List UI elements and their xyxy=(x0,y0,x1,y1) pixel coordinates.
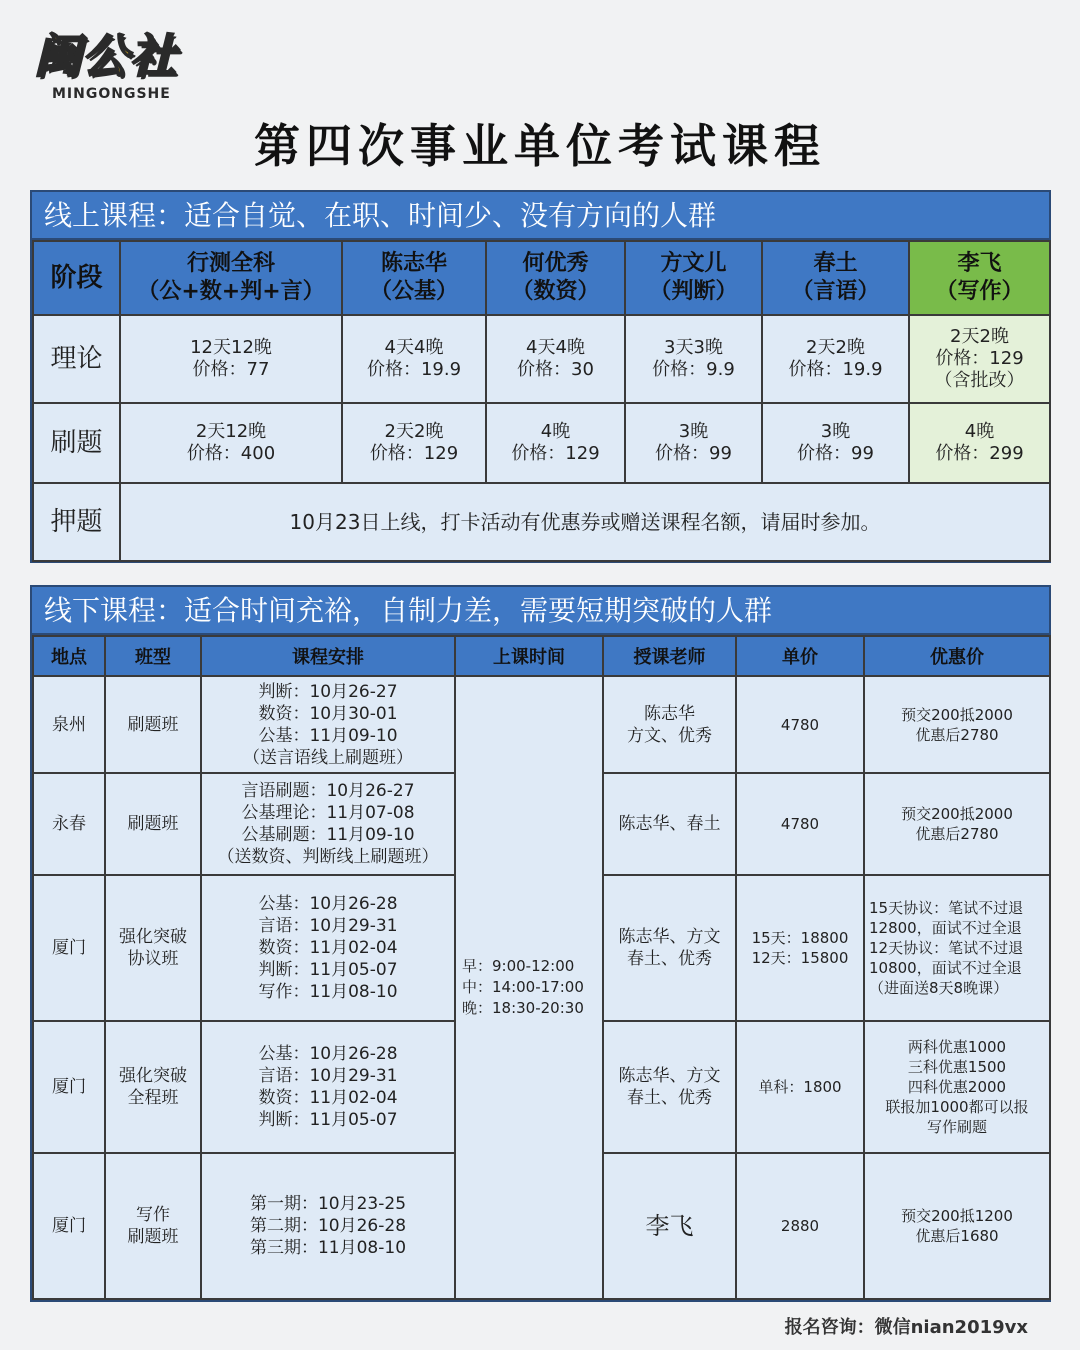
class-time-cell: 早：9:00-12:00 中：14:00-17:00 晚：18:30-20:30 xyxy=(455,676,603,1299)
place-cell: 厦门 xyxy=(33,1021,105,1153)
offline-section-heading: 线下课程：适合时间充裕，自制力差，需要短期突破的人群 xyxy=(32,587,1049,635)
table-cell: 2天12晚 价格：400 xyxy=(120,403,342,483)
teacher-cell: 陈志华、方文 春土、优秀 xyxy=(603,1021,736,1153)
price-cell: 15天：18800 12天：15800 xyxy=(736,875,864,1021)
table-row xyxy=(33,483,1050,561)
teacher-cell: 李飞 xyxy=(603,1153,736,1299)
table-cell: 4天4晚 价格：19.9 xyxy=(342,315,486,403)
column-header: 行测全科 （公+数+判+言） xyxy=(120,241,342,315)
table-cell: 2天2晚 价格：129 xyxy=(342,403,486,483)
table-cell: 2天2晚 价格：129 （含批改） xyxy=(909,315,1050,403)
table-row xyxy=(33,676,1050,773)
column-header: 方文儿 （判断） xyxy=(625,241,762,315)
schedule-cell: 判断：10月26-27 数资：10月30-01 公基：11月09-10 （送言语线上刷题班） xyxy=(201,676,455,773)
online-section-heading: 线上课程：适合自觉、在职、时间少、没有方向的人群 xyxy=(32,192,1049,240)
page-title: 第四次事业单位考试课程 xyxy=(254,119,826,173)
table-row xyxy=(33,315,1050,403)
offline-header-row xyxy=(33,636,1050,676)
class-type-cell: 强化突破 全程班 xyxy=(105,1021,201,1153)
table-cell: 4晚 价格：129 xyxy=(486,403,625,483)
discount-cell: 15天协议：笔试不过退 12800，面试不过全退 12天协议：笔试不过退 10800，面试不过全退 （进面送8天8晚课） xyxy=(864,875,1050,1021)
table-cell: 12天12晚 价格：77 xyxy=(120,315,342,403)
table-row xyxy=(33,403,1050,483)
offline-courses-table xyxy=(32,635,1051,1300)
table-cell: 4晚 价格：299 xyxy=(909,403,1050,483)
place-cell: 厦门 xyxy=(33,1153,105,1299)
schedule-cell: 言语刷题：10月26-27 公基理论：11月07-08 公基刷题：11月09-10 （送数资、判断线上刷题班） xyxy=(201,773,455,875)
discount-cell: 预交200抵1200 优惠后1680 xyxy=(864,1153,1050,1299)
stage-header: 阶段 xyxy=(33,241,120,315)
class-type-cell: 刷题班 xyxy=(105,773,201,875)
class-type-cell: 强化突破 协议班 xyxy=(105,875,201,1021)
table-cell: 4天4晚 价格：30 xyxy=(486,315,625,403)
teacher-cell: 陈志华、春土 xyxy=(603,773,736,875)
logo-text: 闽公社 xyxy=(34,29,178,83)
schedule-cell: 公基：10月26-28 言语：10月29-31 数资：11月02-04 判断：11月05-07 写作：11月08-10 xyxy=(201,875,455,1021)
table-cell: 3晚 价格：99 xyxy=(625,403,762,483)
column-header: 授课老师 xyxy=(603,636,736,676)
teacher-cell: 陈志华 方文、优秀 xyxy=(603,676,736,773)
column-header: 优惠价 xyxy=(864,636,1050,676)
online-header-row xyxy=(33,241,1050,315)
place-cell: 厦门 xyxy=(33,875,105,1021)
column-header: 班型 xyxy=(105,636,201,676)
online-courses-section xyxy=(30,190,1051,563)
discount-cell: 两科优惠1000 三科优惠1500 四科优惠2000 联报加1000都可以报 写作刷题 xyxy=(864,1021,1050,1153)
column-header: 春土 （言语） xyxy=(762,241,909,315)
column-header: 李飞 （写作） xyxy=(909,241,1050,315)
column-header: 上课时间 xyxy=(455,636,603,676)
table-cell: 3天3晚 价格：9.9 xyxy=(625,315,762,403)
contact-footer: 报名咨询：微信nian2019vx xyxy=(784,1317,1028,1338)
stage-label: 理论 xyxy=(33,315,120,403)
price-cell: 单科：1800 xyxy=(736,1021,864,1153)
online-courses-table xyxy=(32,240,1051,562)
logo-subtext: MINGONGSHE xyxy=(52,86,171,102)
schedule-cell: 第一期：10月23-25 第二期：10月26-28 第三期：11月08-10 xyxy=(201,1153,455,1299)
class-type-cell: 写作 刷题班 xyxy=(105,1153,201,1299)
place-cell: 永春 xyxy=(33,773,105,875)
table-cell: 2天2晚 价格：19.9 xyxy=(762,315,909,403)
yati-note: 10月23日上线，打卡活动有优惠券或赠送课程名额，请届时参加。 xyxy=(120,483,1050,561)
logo xyxy=(34,28,194,108)
column-header: 何优秀 （数资） xyxy=(486,241,625,315)
stage-label: 押题 xyxy=(33,483,120,561)
discount-cell: 预交200抵2000 优惠后2780 xyxy=(864,773,1050,875)
price-cell: 4780 xyxy=(736,676,864,773)
column-header: 地点 xyxy=(33,636,105,676)
column-header: 单价 xyxy=(736,636,864,676)
teacher-cell: 陈志华、方文 春土、优秀 xyxy=(603,875,736,1021)
column-header: 陈志华 （公基） xyxy=(342,241,486,315)
price-cell: 4780 xyxy=(736,773,864,875)
class-type-cell: 刷题班 xyxy=(105,676,201,773)
price-cell: 2880 xyxy=(736,1153,864,1299)
table-cell: 3晚 价格：99 xyxy=(762,403,909,483)
offline-courses-section xyxy=(30,585,1051,1302)
stage-label: 刷题 xyxy=(33,403,120,483)
place-cell: 泉州 xyxy=(33,676,105,773)
discount-cell: 预交200抵2000 优惠后2780 xyxy=(864,676,1050,773)
schedule-cell: 公基：10月26-28 言语：10月29-31 数资：11月02-04 判断：11月05-07 xyxy=(201,1021,455,1153)
column-header: 课程安排 xyxy=(201,636,455,676)
